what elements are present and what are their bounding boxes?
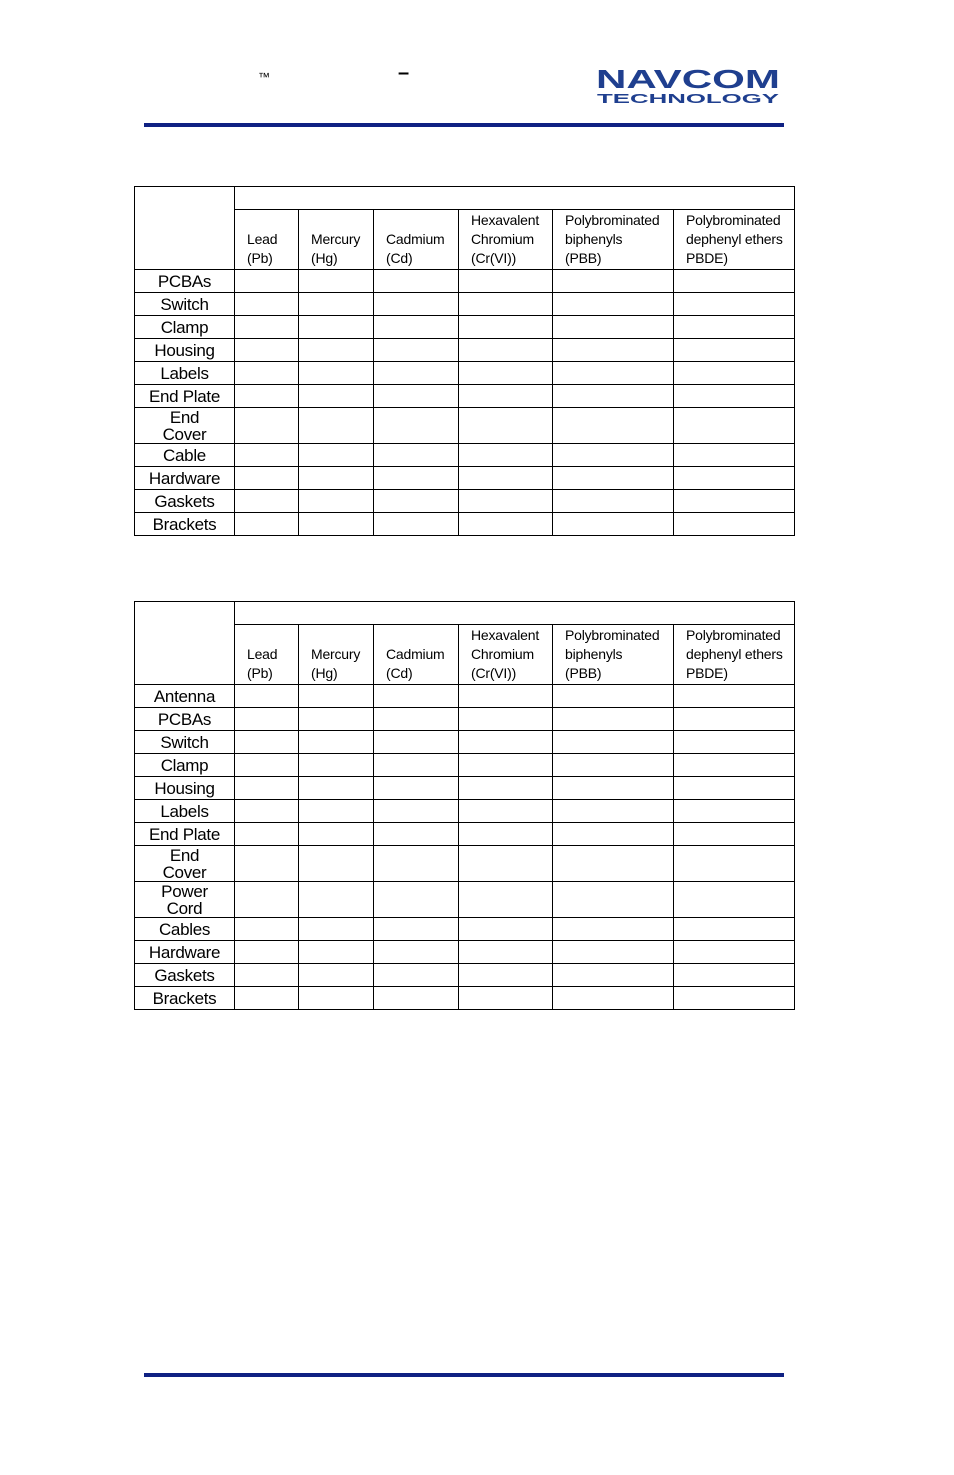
part-name: Antenna <box>153 686 216 706</box>
substance-cell <box>459 918 553 941</box>
substance-cell <box>235 941 299 964</box>
part-name-cell <box>135 339 235 362</box>
table-row <box>135 754 795 777</box>
column-header-line: dephenyl ethers <box>686 231 783 247</box>
table-row <box>135 339 795 362</box>
substance-cell <box>674 339 795 362</box>
substance-cell <box>674 444 795 467</box>
part-name: Cables <box>158 919 211 939</box>
substance-cell <box>553 513 674 536</box>
part-name-header <box>135 187 235 270</box>
table-row <box>135 987 795 1010</box>
column-header-line: (Hg) <box>311 250 338 266</box>
table-row <box>135 467 795 490</box>
substance-cell <box>374 467 459 490</box>
substance-cell <box>299 708 374 731</box>
table-row <box>135 490 795 513</box>
substance-cell <box>374 882 459 918</box>
column-header-line: Mercury <box>311 231 361 247</box>
table-row <box>135 964 795 987</box>
header-rule <box>144 123 784 127</box>
part-name: Housing <box>154 340 215 360</box>
substance-cell <box>674 408 795 444</box>
substance-cell <box>674 513 795 536</box>
part-name: End Plate <box>148 386 221 406</box>
column-header-line: (PBB) <box>565 250 602 266</box>
substance-cell <box>459 987 553 1010</box>
substance-cell <box>235 918 299 941</box>
column-header-line: Polybrominated <box>686 627 781 643</box>
table-row <box>135 385 795 408</box>
hazardous-substances-table-1 <box>134 186 795 536</box>
substance-cell <box>553 882 674 918</box>
substance-cell <box>674 708 795 731</box>
part-name: Labels <box>160 363 209 383</box>
column-header-line: (Hg) <box>311 665 338 681</box>
substance-cell <box>459 513 553 536</box>
substance-cell <box>299 882 374 918</box>
substance-cell <box>374 987 459 1010</box>
column-header-line: Mercury <box>311 646 361 662</box>
substance-cell <box>459 823 553 846</box>
part-name-cell <box>135 882 235 918</box>
column-header <box>553 210 674 270</box>
substance-cell <box>553 467 674 490</box>
substance-cell <box>674 918 795 941</box>
substance-cell <box>235 777 299 800</box>
substance-cell <box>553 490 674 513</box>
part-name: Hardware <box>148 468 221 488</box>
substance-cell <box>674 293 795 316</box>
substance-cell <box>374 941 459 964</box>
substance-cell <box>299 964 374 987</box>
substance-cell <box>235 513 299 536</box>
column-header-line: biphenyls <box>565 231 623 247</box>
part-name: Cover <box>162 862 207 882</box>
substance-cell <box>374 823 459 846</box>
column-header <box>674 210 795 270</box>
substance-cell <box>459 339 553 362</box>
column-header-line: Cadmium <box>386 231 445 247</box>
substance-cell <box>553 846 674 882</box>
substance-cell <box>299 362 374 385</box>
substance-cell <box>235 964 299 987</box>
substance-cell <box>674 846 795 882</box>
column-header <box>553 625 674 685</box>
substance-cell <box>674 316 795 339</box>
part-name-cell <box>135 941 235 964</box>
column-header <box>374 625 459 685</box>
column-header-line: (Cr(VI)) <box>471 250 517 266</box>
part-name-cell <box>135 362 235 385</box>
substance-cell <box>235 444 299 467</box>
substance-cell <box>235 467 299 490</box>
substance-cell <box>459 964 553 987</box>
column-header-line: Cadmium <box>386 646 445 662</box>
substance-cell <box>553 316 674 339</box>
substance-cell <box>553 754 674 777</box>
table-title-row <box>135 187 795 210</box>
substance-cell <box>374 316 459 339</box>
substance-cell <box>553 408 674 444</box>
substance-cell <box>299 513 374 536</box>
table-row <box>135 685 795 708</box>
part-name-cell <box>135 490 235 513</box>
part-name: End Plate <box>148 824 221 844</box>
substance-cell <box>235 490 299 513</box>
table-row <box>135 513 795 536</box>
substance-cell <box>553 987 674 1010</box>
substance-cell <box>299 467 374 490</box>
part-name-cell <box>135 777 235 800</box>
substance-cell <box>235 385 299 408</box>
substance-cell <box>374 731 459 754</box>
substance-cell <box>459 444 553 467</box>
substance-cell <box>374 293 459 316</box>
part-name: Gaskets <box>154 965 215 985</box>
substance-cell <box>674 882 795 918</box>
table-row <box>135 918 795 941</box>
part-name-header <box>135 602 235 685</box>
substance-cell <box>459 385 553 408</box>
logo-line2: TECHNOLOGY <box>597 91 780 106</box>
table-row <box>135 444 795 467</box>
substance-cell <box>374 513 459 536</box>
substance-cell <box>553 823 674 846</box>
substance-cell <box>459 467 553 490</box>
substance-cell <box>235 846 299 882</box>
column-header <box>299 210 374 270</box>
part-name-cell <box>135 385 235 408</box>
substance-cell <box>374 408 459 444</box>
table-row <box>135 882 795 918</box>
part-name-cell <box>135 964 235 987</box>
part-name: Housing <box>154 778 215 798</box>
column-header-line: PBDE) <box>686 250 728 266</box>
substance-cell <box>299 823 374 846</box>
column-header-line: (PBB) <box>565 665 602 681</box>
substance-cell <box>553 270 674 293</box>
substance-cell <box>553 777 674 800</box>
substance-cell <box>235 708 299 731</box>
substance-cell <box>553 964 674 987</box>
substance-cell <box>674 685 795 708</box>
column-header-line: Lead <box>247 231 278 247</box>
substance-cell <box>235 987 299 1010</box>
substance-cell <box>674 754 795 777</box>
part-name-cell <box>135 270 235 293</box>
substance-cell <box>553 362 674 385</box>
substance-cell <box>553 731 674 754</box>
substance-cell <box>459 846 553 882</box>
part-name-cell <box>135 513 235 536</box>
table-row <box>135 293 795 316</box>
column-header-line: Lead <box>247 646 278 662</box>
substance-cell <box>374 708 459 731</box>
substance-cell <box>674 823 795 846</box>
substance-cell <box>235 800 299 823</box>
substance-cell <box>674 941 795 964</box>
substance-cell <box>674 987 795 1010</box>
substance-cell <box>374 800 459 823</box>
substance-cell <box>299 490 374 513</box>
substance-cell <box>674 964 795 987</box>
column-header-line: Hexavalent <box>471 212 540 228</box>
column-header <box>235 625 299 685</box>
substance-cell <box>674 800 795 823</box>
part-name-cell <box>135 293 235 316</box>
part-name: Gaskets <box>154 491 215 511</box>
substance-cell <box>374 339 459 362</box>
table-row <box>135 846 795 882</box>
part-name: PCBAs <box>157 709 212 729</box>
substance-cell <box>553 385 674 408</box>
substance-cell <box>374 754 459 777</box>
column-header-line: (Cr(VI)) <box>471 665 517 681</box>
footer-rule <box>144 1373 784 1377</box>
substance-group-header <box>235 187 795 210</box>
part-name: Labels <box>160 801 209 821</box>
trademark-symbol: ™ <box>258 70 270 84</box>
column-header-line: Chromium <box>471 231 534 247</box>
substance-cell <box>235 731 299 754</box>
substance-cell <box>299 918 374 941</box>
substance-cell <box>374 270 459 293</box>
substance-group-header <box>235 602 795 625</box>
part-name-cell <box>135 316 235 339</box>
column-header-line: (Cd) <box>386 250 413 266</box>
part-name: Brackets <box>152 988 217 1008</box>
substance-cell <box>235 339 299 362</box>
substance-cell <box>459 731 553 754</box>
part-name: End <box>169 407 200 427</box>
substance-cell <box>299 754 374 777</box>
column-header-line: Polybrominated <box>565 212 660 228</box>
substance-cell <box>459 490 553 513</box>
substance-cell <box>553 800 674 823</box>
substance-cell <box>459 270 553 293</box>
substance-cell <box>299 777 374 800</box>
substance-cell <box>374 362 459 385</box>
navcom-logo <box>594 66 782 106</box>
column-header-line: PBDE) <box>686 665 728 681</box>
substance-cell <box>299 270 374 293</box>
column-header-line: Polybrominated <box>565 627 660 643</box>
substance-cell <box>459 293 553 316</box>
column-header <box>674 625 795 685</box>
substance-cell <box>459 316 553 339</box>
substance-cell <box>299 293 374 316</box>
substance-cell <box>299 385 374 408</box>
column-header-line: Chromium <box>471 646 534 662</box>
substance-cell <box>374 964 459 987</box>
substance-cell <box>674 270 795 293</box>
part-name: Switch <box>160 294 209 314</box>
table-row <box>135 777 795 800</box>
header-dash: – <box>398 62 410 84</box>
substance-cell <box>374 444 459 467</box>
substance-cell <box>374 385 459 408</box>
hazardous-substances-table-2 <box>134 601 795 1010</box>
column-header-line: (Pb) <box>247 665 273 681</box>
part-name: PCBAs <box>157 271 212 291</box>
substance-cell <box>235 823 299 846</box>
substance-cell <box>299 316 374 339</box>
table-row <box>135 362 795 385</box>
part-name-cell <box>135 444 235 467</box>
substance-cell <box>459 941 553 964</box>
part-name-cell <box>135 987 235 1010</box>
part-name: Clamp <box>160 755 209 775</box>
substance-cell <box>553 708 674 731</box>
substance-cell <box>674 731 795 754</box>
substance-cell <box>374 490 459 513</box>
column-header <box>459 625 553 685</box>
column-header-line: (Pb) <box>247 250 273 266</box>
part-name: Power <box>161 881 208 901</box>
part-name: Brackets <box>152 514 217 534</box>
part-name: Hardware <box>148 942 221 962</box>
column-header <box>235 210 299 270</box>
part-name-cell <box>135 708 235 731</box>
table-row <box>135 408 795 444</box>
part-name-cell <box>135 823 235 846</box>
substance-cell <box>459 708 553 731</box>
part-name-cell <box>135 846 235 882</box>
substance-cell <box>374 777 459 800</box>
substance-cell <box>299 408 374 444</box>
table-title-row <box>135 602 795 625</box>
substance-cell <box>235 293 299 316</box>
substance-cell <box>674 777 795 800</box>
table-row <box>135 270 795 293</box>
substance-cell <box>299 444 374 467</box>
table-row <box>135 316 795 339</box>
part-name-cell <box>135 467 235 490</box>
substance-cell <box>235 408 299 444</box>
column-header-line: Polybrominated <box>686 212 781 228</box>
part-name-cell <box>135 918 235 941</box>
column-header <box>299 625 374 685</box>
part-name: Cover <box>162 424 207 444</box>
substance-cell <box>299 846 374 882</box>
substance-cell <box>299 685 374 708</box>
substance-cell <box>553 444 674 467</box>
part-name: End <box>169 845 200 865</box>
substance-cell <box>299 731 374 754</box>
column-header-line: biphenyls <box>565 646 623 662</box>
substance-cell <box>553 918 674 941</box>
part-name-cell <box>135 685 235 708</box>
substance-cell <box>374 685 459 708</box>
substance-cell <box>459 685 553 708</box>
part-name-cell <box>135 754 235 777</box>
column-header <box>374 210 459 270</box>
substance-cell <box>459 754 553 777</box>
table-row <box>135 941 795 964</box>
substance-cell <box>299 339 374 362</box>
substance-cell <box>235 270 299 293</box>
substance-cell <box>299 941 374 964</box>
column-header-line: Hexavalent <box>471 627 540 643</box>
substance-cell <box>553 941 674 964</box>
substance-cell <box>374 846 459 882</box>
table-row <box>135 708 795 731</box>
part-name-cell <box>135 408 235 444</box>
substance-cell <box>674 385 795 408</box>
part-name: Cable <box>163 445 206 465</box>
logo-line1: NAVCOM <box>596 66 780 94</box>
substance-cell <box>235 754 299 777</box>
substance-cell <box>459 800 553 823</box>
column-header-line: (Cd) <box>386 665 413 681</box>
substance-cell <box>553 339 674 362</box>
substance-cell <box>459 777 553 800</box>
part-name-cell <box>135 731 235 754</box>
substance-cell <box>674 467 795 490</box>
substance-cell <box>553 293 674 316</box>
substance-cell <box>674 362 795 385</box>
substance-cell <box>459 362 553 385</box>
substance-cell <box>553 685 674 708</box>
table-row <box>135 731 795 754</box>
substance-cell <box>235 362 299 385</box>
part-name: Cord <box>166 898 203 918</box>
part-name: Switch <box>160 732 209 752</box>
substance-cell <box>674 490 795 513</box>
column-header-line: dephenyl ethers <box>686 646 783 662</box>
part-name: Clamp <box>160 317 209 337</box>
substance-cell <box>459 882 553 918</box>
substance-cell <box>459 408 553 444</box>
part-name-cell <box>135 800 235 823</box>
column-header <box>459 210 553 270</box>
substance-cell <box>299 987 374 1010</box>
substance-cell <box>374 918 459 941</box>
table-row <box>135 800 795 823</box>
substance-cell <box>235 882 299 918</box>
substance-cell <box>235 316 299 339</box>
table-row <box>135 823 795 846</box>
substance-cell <box>299 800 374 823</box>
substance-cell <box>235 685 299 708</box>
